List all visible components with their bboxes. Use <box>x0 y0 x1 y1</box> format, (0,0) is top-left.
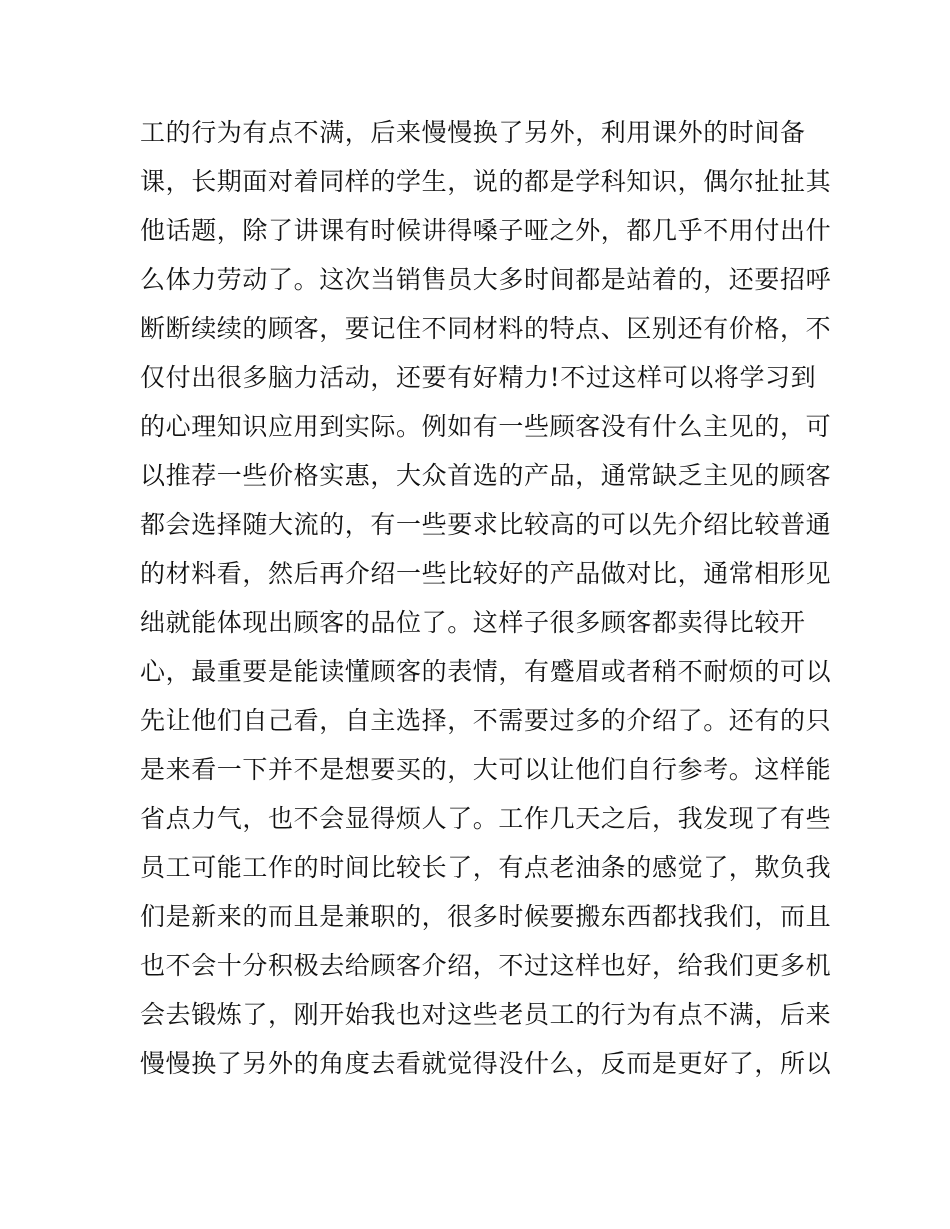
text-line: 以推荐一些价格实惠，大众首选的产品，通常缺乏主见的顾客 <box>140 461 832 490</box>
text-line: 会去锻炼了，刚开始我也对这些老员工的行为有点不满，后来 <box>140 1000 832 1029</box>
text-line: 先让他们自己看，自主选择，不需要过多的介绍了。还有的只 <box>140 706 832 735</box>
text-line: 心，最重要是能读懂顾客的表情，有蹙眉或者稍不耐烦的可以 <box>140 657 832 686</box>
text-line: 工的行为有点不满，后来慢慢换了另外，利用课外的时间备 <box>140 118 806 147</box>
text-line: 的心理知识应用到实际。例如有一些顾客没有什么主见的，可 <box>140 412 832 441</box>
text-line: 省点力气，也不会显得烦人了。工作几天之后，我发现了有些 <box>140 804 832 833</box>
text-line: 的材料看，然后再介绍一些比较好的产品做对比，通常相形见 <box>140 559 832 588</box>
text-line: 员工可能工作的时间比较长了，有点老油条的感觉了，欺负我 <box>140 853 832 882</box>
text-line: 都会选择随大流的，有一些要求比较高的可以先介绍比较普通 <box>140 510 832 539</box>
text-line: 是来看一下并不是想要买的，大可以让他们自行参考。这样能 <box>140 755 832 784</box>
text-line: 也不会十分积极去给顾客介绍，不过这样也好，给我们更多机 <box>140 951 832 980</box>
text-line: 慢慢换了另外的角度去看就觉得没什么，反而是更好了，所以 <box>140 1049 832 1078</box>
text-line: 断断续续的顾客，要记住不同材料的特点、区别还有价格，不 <box>140 314 832 343</box>
body-paragraph <box>140 108 832 1088</box>
text-line: 课，长期面对着同样的学生，说的都是学科知识，偶尔扯扯其 <box>140 167 832 196</box>
text-line: 仅付出很多脑力活动，还要有好精力!不过这样可以将学习到 <box>140 363 817 392</box>
text-line: 他话题，除了讲课有时候讲得嗓子哑之外，都几乎不用付出什 <box>140 216 832 245</box>
text-line: 绌就能体现出顾客的品位了。这样子很多顾客都卖得比较开 <box>140 608 806 637</box>
text-line: 么体力劳动了。这次当销售员大多时间都是站着的，还要招呼 <box>140 265 832 294</box>
text-line: 们是新来的而且是兼职的，很多时候要搬东西都找我们，而且 <box>140 902 832 931</box>
